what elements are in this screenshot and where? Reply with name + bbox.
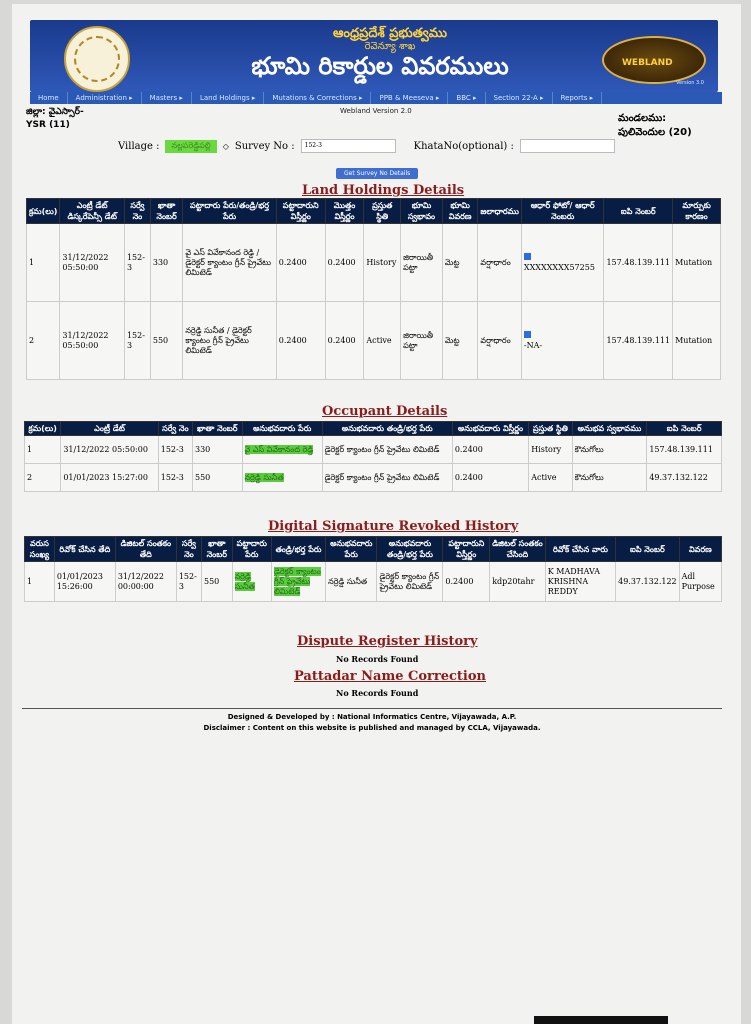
table-cell	[242, 464, 322, 492]
cell-text: 0.2400	[454, 472, 483, 482]
cell-text: కౌనుగోలు	[574, 444, 604, 454]
footer-disclaimer: Disclaimer : Content on this website is published and managed by CCLA, Vijayawada.	[203, 724, 541, 732]
table-cell	[276, 224, 325, 302]
column-header: ప్రస్తుత స్థితి	[364, 199, 401, 224]
table-cell	[325, 302, 364, 380]
pattadar-title: Pattadar Name Correction	[294, 669, 486, 684]
table-cell	[442, 224, 478, 302]
table-cell	[192, 436, 242, 464]
cell-text: Adl Purpose	[681, 571, 715, 591]
column-header: అనుభవదారు తండ్రి/భర్త పేరు	[377, 537, 443, 562]
table-cell	[673, 302, 721, 380]
paper-background	[12, 4, 741, 1024]
table-cell	[478, 302, 522, 380]
table-cell	[27, 224, 60, 302]
menu-mutations[interactable]: Mutations & Corrections ▸	[264, 92, 371, 104]
column-header: జలాధారము	[478, 199, 522, 224]
table-cell	[124, 224, 150, 302]
survey-input[interactable]: 152-3	[301, 139, 396, 153]
cell-text: 31/12/2022 05:50:00	[63, 444, 148, 454]
table-cell	[529, 464, 572, 492]
table-cell	[183, 302, 276, 380]
table-cell	[176, 562, 201, 602]
main-menu	[30, 92, 722, 104]
cell-text: 0.2400	[327, 335, 356, 345]
aadhaar-photo-icon[interactable]	[524, 253, 531, 260]
cell-text: డైరెక్టర్ క్యాంటం గ్రీన్ ప్రైవేటు లిమిటెడ్	[324, 444, 440, 454]
cell-text: 550	[194, 472, 211, 482]
table-cell	[377, 562, 443, 602]
column-header: ఖాతా నెంబర్	[150, 199, 182, 224]
cell-text: 1	[29, 257, 35, 267]
cell-text: డైరెక్టర్ క్యాంటం గ్రీన్ ప్రైవేటు లిమిటెడ్	[273, 566, 321, 596]
table-cell	[545, 562, 615, 602]
table-cell	[271, 562, 325, 602]
table-cell	[25, 562, 55, 602]
cell-text: 152-3	[126, 252, 145, 272]
column-header: ఎంట్రీ డేట్	[61, 422, 158, 436]
cell-text: 0.2400	[278, 257, 307, 267]
table-cell	[25, 464, 61, 492]
village-label: Village :	[118, 140, 160, 152]
table-cell	[443, 562, 490, 602]
column-header: సర్వే నెం	[176, 537, 201, 562]
cell-text: Active	[531, 472, 557, 482]
table-cell	[183, 224, 276, 302]
table-cell	[326, 562, 377, 602]
menu-land-holdings[interactable]: Land Holdings ▸	[192, 92, 264, 104]
cell-text: 550	[203, 576, 220, 586]
table-cell	[521, 224, 604, 302]
logo-version: Version 3.0	[676, 80, 704, 86]
cell-text: డైరెక్టర్ క్యాంటం గ్రీన్ ప్రైవేటు లిమిటెడ్	[379, 571, 440, 591]
column-header: సర్వే నెం	[158, 422, 192, 436]
table-cell	[322, 436, 452, 464]
village-select[interactable]: నల్లపరెడ్డిపల్లి	[165, 140, 216, 153]
table-cell	[452, 436, 528, 464]
menu-reports[interactable]: Reports ▸	[553, 92, 603, 104]
cell-text: History	[366, 257, 397, 267]
footer	[22, 712, 722, 734]
table-row	[27, 224, 721, 302]
column-header: మార్పుకు కారణం	[673, 199, 721, 224]
dispute-title: Dispute Register History	[297, 634, 478, 649]
state-emblem-icon	[64, 26, 130, 92]
cell-text: నర్రెడ్డి సునీత	[244, 472, 284, 482]
cell-text: 0.2400	[454, 444, 483, 454]
pattadar-status: No Records Found	[336, 688, 419, 698]
column-header: ఖాతా నెంబర్	[201, 537, 232, 562]
cell-text: kdp20tahr	[492, 576, 535, 586]
cell-text: Active	[366, 335, 392, 345]
table-cell	[604, 224, 673, 302]
table-cell	[27, 302, 60, 380]
webland-version: Webland Version 2.0	[340, 107, 412, 115]
cell-text: నర్రెడ్డి సునీత	[234, 571, 255, 591]
table-cell	[364, 302, 401, 380]
column-header: ఐపి నెంబర్	[604, 199, 673, 224]
column-header: మొత్తం విస్తీర్ణం	[325, 199, 364, 224]
cell-text: 31/12/2022 00:00:00	[117, 571, 164, 591]
menu-bbc[interactable]: BBC ▸	[448, 92, 485, 104]
table-cell	[158, 436, 192, 464]
khata-label: KhataNo(optional) :	[413, 140, 514, 152]
column-header: అనుభవదారు విస్తీర్ణం	[452, 422, 528, 436]
cell-text: Mutation	[675, 257, 713, 267]
column-header: రివోక్ చేసిన వారు	[545, 537, 615, 562]
table-cell	[201, 562, 232, 602]
land-holdings-table	[26, 198, 721, 380]
column-header: డిజిటల్ సంతకం తేది	[115, 537, 176, 562]
cell-text: వై ఎస్ వివేకానంద రెడ్డి / డైరెక్టర్ క్యాంటం గ్రీన్ ప్రైవేటు లిమిటెడ్	[185, 247, 272, 277]
table-cell	[401, 224, 443, 302]
menu-ppb-meeseva[interactable]: PPB & Meeseva ▸	[371, 92, 448, 104]
table-cell	[604, 302, 673, 380]
cell-text: 0.2400	[445, 576, 474, 586]
cell-text: 2	[29, 335, 35, 345]
table-cell	[647, 464, 722, 492]
column-header: అనుభవదారు పేరు	[326, 537, 377, 562]
cell-text: 330	[152, 257, 169, 267]
table-cell	[529, 436, 572, 464]
column-header: క్రమ(లు)	[27, 199, 60, 224]
column-header: ఐపి నెంబర్	[616, 537, 680, 562]
column-header: వరుస సంఖ్య	[25, 537, 55, 562]
cell-text: డైరెక్టర్ క్యాంటం గ్రీన్ ప్రైవేటు లిమిటెడ్	[324, 472, 440, 482]
revoked-table	[24, 536, 722, 602]
table-cell	[25, 436, 61, 464]
column-header: ఐపి నెంబర్	[647, 422, 722, 436]
column-header: రివోక్ చేసిన తేది	[54, 537, 115, 562]
table-cell	[478, 224, 522, 302]
table-header-row	[25, 537, 722, 562]
header-sub-text: రెవెన్యూ శాఖ	[364, 41, 416, 52]
cell-text: మెట్ట	[444, 335, 460, 345]
column-header: ఖాతా నెంబర్	[192, 422, 242, 436]
menu-masters[interactable]: Masters ▸	[142, 92, 192, 104]
footer-developer: Designed & Developed by : National Informatics Centre, Vijayawada, A.P.	[227, 713, 517, 721]
cell-text: 31/12/2022 05:50:00	[62, 252, 109, 272]
cell-text: 0.2400	[327, 257, 356, 267]
table-cell	[364, 224, 401, 302]
table-cell	[192, 464, 242, 492]
district-info	[26, 106, 84, 132]
table-cell	[442, 302, 478, 380]
table-cell	[572, 464, 647, 492]
table-cell	[115, 562, 176, 602]
cell-text: History	[531, 444, 562, 454]
table-cell	[679, 562, 721, 602]
cell-text: 152-3	[178, 571, 197, 591]
table-cell	[150, 224, 182, 302]
table-cell	[276, 302, 325, 380]
menu-section-22a[interactable]: Section 22-A ▸	[486, 92, 553, 104]
header-top-text: ఆంధ్రప్రదేశ్ ప్రభుత్వము	[333, 26, 447, 41]
aadhaar-photo-icon[interactable]	[524, 331, 531, 338]
cell-text: నర్రెడ్డి సునీత	[328, 576, 368, 586]
table-cell	[572, 436, 647, 464]
cell-text: 01/01/2023 15:26:00	[56, 571, 103, 591]
table-cell	[490, 562, 546, 602]
table-row	[25, 436, 722, 464]
occupant-title: Occupant Details	[322, 404, 448, 419]
table-cell	[673, 224, 721, 302]
menu-home[interactable]: Home	[30, 92, 68, 104]
cell-text: 157.48.139.111	[606, 257, 671, 267]
mandal-value: పులివెందుల (20)	[618, 127, 692, 138]
cell-text: 330	[194, 444, 211, 454]
column-header: పట్టాదారుని విస్తీర్ణం	[276, 199, 325, 224]
cell-text: వర్షాధారం	[480, 335, 511, 345]
district-label: జిల్లా: వైఎస్సార్-	[26, 107, 84, 117]
occupant-table	[24, 421, 722, 492]
table-cell	[54, 562, 115, 602]
table-cell	[124, 302, 150, 380]
column-header: సర్వే నెం	[124, 199, 150, 224]
table-row	[25, 464, 722, 492]
table-header-row	[27, 199, 721, 224]
cell-text: 01/01/2023 15:27:00	[63, 472, 148, 482]
column-header: క్రమ(లు)	[25, 422, 61, 436]
cell-text: 152-3	[126, 330, 145, 350]
table-cell	[325, 224, 364, 302]
cell-text: మెట్ట	[444, 257, 460, 267]
cell-text: నర్రెడ్డి సునీత / డైరెక్టర్ క్యాంటం గ్రీన్ ప్రైవేటు లిమిటెడ్	[185, 325, 252, 355]
table-row	[25, 562, 722, 602]
cell-text: 152-3	[160, 444, 184, 454]
cell-text: 2	[27, 472, 33, 482]
cell-text: XXXXXXXX57255	[523, 262, 595, 272]
table-cell	[242, 436, 322, 464]
survey-label: Survey No :	[234, 140, 295, 152]
table-cell	[158, 464, 192, 492]
cell-text: 49.37.132.122	[618, 576, 677, 586]
chevron-icon: ◇	[222, 141, 229, 151]
table-cell	[61, 436, 158, 464]
mandal-info	[618, 112, 692, 140]
column-header: అనుభవ స్వభావము	[572, 422, 647, 436]
table-cell	[60, 302, 125, 380]
column-header: వివరణ	[679, 537, 721, 562]
dispute-status: No Records Found	[336, 654, 419, 664]
webland-logo: WEBLAND	[602, 36, 706, 84]
cell-text: జిరాయితీ పట్టా	[403, 330, 433, 350]
table-cell	[521, 302, 604, 380]
table-cell	[150, 302, 182, 380]
column-header: ప్రస్తుత స్థితి	[529, 422, 572, 436]
column-header: డిజిటల్ సంతకం చేసింది	[490, 537, 546, 562]
land-holdings-title: Land Holdings Details	[302, 183, 465, 198]
column-header: అనుభవదారు పేరు	[242, 422, 322, 436]
cell-text: జిరాయితీ పట్టా	[403, 252, 433, 272]
cell-text: 0.2400	[278, 335, 307, 345]
cell-text: Mutation	[675, 335, 713, 345]
table-cell	[647, 436, 722, 464]
cell-text: 1	[27, 444, 33, 454]
column-header: అనుభవదారు తండ్రి/భర్త పేరు	[322, 422, 452, 436]
footer-divider	[22, 708, 722, 709]
table-cell	[60, 224, 125, 302]
column-header: పట్టాదారు పేరు/తండ్రి/భర్త పేరు	[183, 199, 276, 224]
cell-text: 157.48.139.111	[649, 444, 713, 454]
redaction-bar	[534, 1016, 668, 1024]
table-cell	[401, 302, 443, 380]
table-row	[27, 302, 721, 380]
mandal-label: మండలము:	[618, 113, 667, 124]
khata-input[interactable]	[520, 139, 615, 153]
column-header: తండ్రి/భర్త పేరు	[271, 537, 325, 562]
table-cell	[232, 562, 271, 602]
cell-text: 157.48.139.111	[606, 335, 671, 345]
cell-text: కౌనుగోలు	[574, 472, 604, 482]
cell-text: -NA-	[523, 340, 543, 350]
table-cell	[616, 562, 680, 602]
district-value: YSR (11)	[26, 120, 70, 130]
cell-text: K MADHAVA KRISHNA REDDY	[547, 566, 601, 596]
cell-text: 1	[27, 576, 33, 586]
cell-text: 31/12/2022 05:50:00	[62, 330, 109, 350]
table-cell	[61, 464, 158, 492]
cell-text: వర్షాధారం	[480, 257, 511, 267]
column-header: పట్టాదారుని విస్తీర్ణం	[443, 537, 490, 562]
table-cell	[322, 464, 452, 492]
cell-text: 49.37.132.122	[649, 472, 708, 482]
cell-text: 550	[152, 335, 169, 345]
column-header: భూమి వివరణ	[442, 199, 478, 224]
revoked-title: Digital Signature Revoked History	[268, 519, 519, 534]
cell-text: 152-3	[160, 472, 184, 482]
column-header: భూమి స్వభావం	[401, 199, 443, 224]
menu-administration[interactable]: Administration ▸	[68, 92, 142, 104]
column-header: ఆధార్ ఫోటో/ ఆధార్ నెంబరు	[521, 199, 604, 224]
table-cell	[452, 464, 528, 492]
cell-text: వై ఎస్ వివేకానంద రెడ్డి	[244, 444, 314, 454]
column-header: పట్టాదారు పేరు	[232, 537, 271, 562]
filter-row	[118, 139, 615, 153]
header-main-title: భూమి రికార్డుల వివరములు	[251, 52, 509, 80]
get-survey-button[interactable]: Get Survey No Details	[336, 168, 418, 179]
column-header: ఎంట్రీ డేట్ డిస్కరేపెన్సీ డేట్	[60, 199, 125, 224]
table-header-row	[25, 422, 722, 436]
